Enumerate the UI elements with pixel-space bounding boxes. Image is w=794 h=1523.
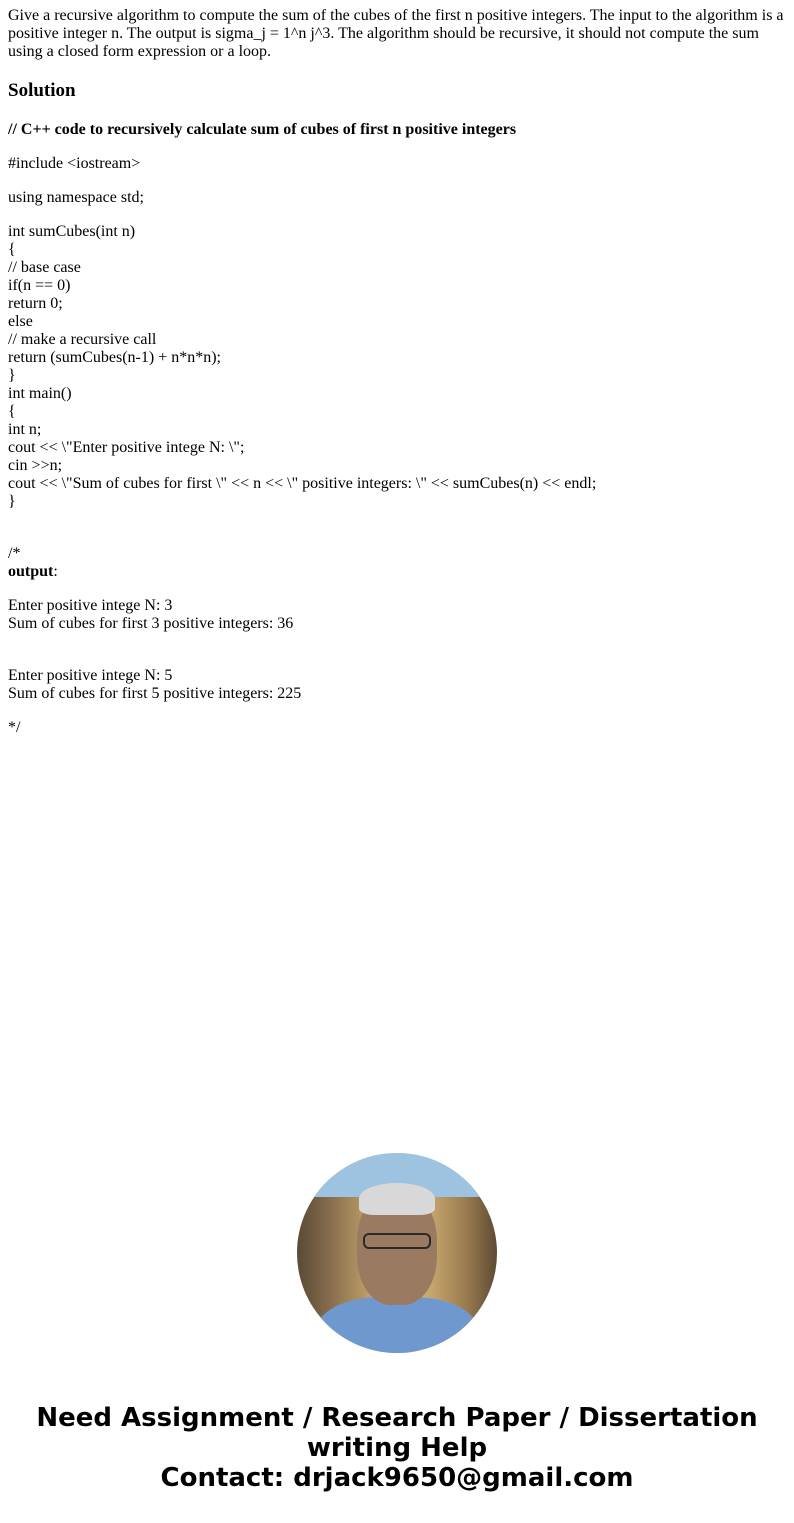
code-line: cout << \"Sum of cubes for first \" << n << \" positive integers: \" << sumCubes(n) << endl;: [8, 475, 597, 492]
code-line: cin >>n;: [8, 457, 63, 474]
include-line: #include <iostream>: [8, 155, 141, 172]
code-line: if(n == 0): [8, 277, 71, 294]
output-line: Enter positive intege N: 5: [8, 667, 173, 684]
comment-close: */: [8, 719, 21, 736]
code-line: return (sumCubes(n-1) + n*n*n);: [8, 349, 221, 366]
output-heading: [8, 563, 786, 581]
code-line: }: [8, 367, 16, 384]
output-label: output: [8, 563, 54, 580]
solution-heading: Solution: [8, 80, 76, 101]
code-line: // base case: [8, 259, 81, 276]
document-body: [8, 7, 786, 753]
question-text: Give a recursive algorithm to compute the sum of the cubes of the first n positive integers. The input to the algorithm is a positive integer n. The output is sigma_j = 1^n j^3. The algorithm should be recursive, it should not compute the sum using a closed form expression or a loop.: [8, 7, 784, 60]
code-comment: // C++ code to recursively calculate sum of cubes of first n positive integers: [8, 121, 517, 138]
banner-line-1: Need Assignment / Research Paper / Dissertation: [36, 1403, 758, 1433]
namespace-line: using namespace std;: [8, 189, 144, 206]
output-line: Enter positive intege N: 3: [8, 597, 173, 614]
output-run-1: [8, 597, 786, 633]
output-run-2: [8, 667, 786, 703]
code-line: int sumCubes(int n): [8, 223, 136, 240]
code-line: int n;: [8, 421, 42, 438]
output-line: Sum of cubes for first 5 positive integers: 225: [8, 685, 302, 702]
comment-open: /*: [8, 545, 21, 562]
code-line: {: [8, 403, 16, 420]
author-avatar: [297, 1153, 497, 1353]
output-colon: :: [53, 563, 58, 580]
code-block: [8, 223, 786, 511]
code-line: else: [8, 313, 33, 330]
contact-email: Contact: drjack9650@gmail.com: [160, 1463, 634, 1493]
code-line: // make a recursive call: [8, 331, 157, 348]
code-line: int main(): [8, 385, 72, 402]
glasses-icon: [363, 1233, 431, 1249]
code-line: }: [8, 493, 16, 510]
code-line: {: [8, 241, 16, 258]
contact-banner: [0, 1403, 794, 1493]
code-line: return 0;: [8, 295, 63, 312]
banner-line-2: writing Help: [306, 1433, 488, 1463]
code-line: cout << \"Enter positive intege N: \";: [8, 439, 245, 456]
output-line: Sum of cubes for first 3 positive integers: 36: [8, 615, 294, 632]
